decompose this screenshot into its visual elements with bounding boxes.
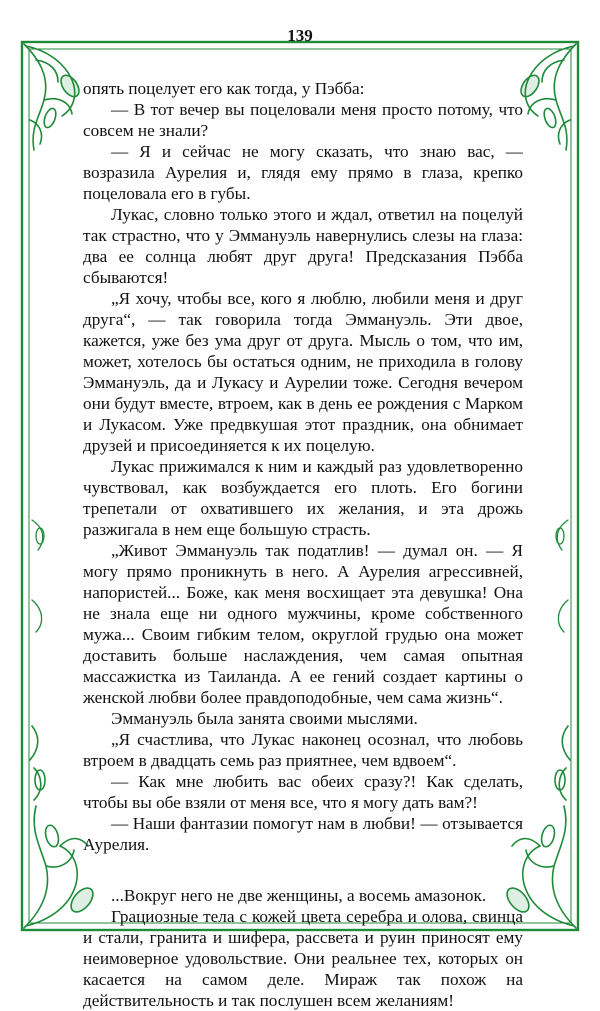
ornament-top-left	[24, 44, 83, 150]
paragraph: Эммануэль была занята своими мыслями.	[111, 709, 418, 728]
paragraph: — Как мне любить вас обеих сразу?! Как сделать, чтобы вы обе взяли от меня все, что я могу дать вам?!	[83, 772, 523, 812]
paragraph: „Живот Эммануэль так податлив! — думал он. — Я могу прямо проникнуть в него. А Аурелия агрессивней, напористей... Боже, как меня восхищает эта девушка! Она не знала еще ни одного мужчины, кроме собственного мужа... Своим гибким телом, округлой грудью она может доставить больше наслаждения, чем самая опытная массажистка из Таиланда. А ее гений создает картины о женской любви более правдоподобные, чем сама жизнь“.	[83, 541, 523, 707]
paragraph: Грациозные тела с кожей цвета серебра и олова, свинца и стали, гранита и шифера, рассвета и руин приносят ему неимоверное удовольствие. Они реальнее тех, которых он касается на самом деле. Мираж так похож на действительность и так послушен всем желаниям!	[83, 907, 523, 1010]
body-text	[83, 78, 523, 1011]
paragraph: Лукас прижимался к ним и каждый раз удовлетворенно чувствовал, как возбуждается его плоть. Его богини трепетали от охватившего их желания, и эта дрожь разжигала в нем еще большую страсть.	[83, 457, 523, 539]
paragraph: — Наши фантазии помогут нам в любви! — отзывается Аурелия.	[83, 814, 523, 854]
ornament-top-right	[517, 44, 576, 150]
page-number: 139	[287, 26, 313, 45]
paragraph: — В тот вечер вы поцеловали меня просто потому, что совсем не знали?	[83, 100, 523, 140]
paragraph: опять поцелует его как тогда, у Пэбба:	[83, 79, 365, 98]
paragraph: — Я и сейчас не могу сказать, что знаю вас, — возразила Аурелия и, глядя ему прямо в глаза, крепко поцеловала его в губы.	[83, 142, 523, 203]
vine-right	[556, 520, 568, 632]
paragraph: ...Вокруг него не две женщины, а восемь амазонок.	[111, 886, 487, 905]
paragraph: „Я счастлива, что Лукас наконец осознал, что любовь втроем в двадцать семь раз приятнее, чем вдвоем“.	[83, 730, 523, 770]
vine-left	[32, 520, 44, 632]
paragraph: Лукас, словно только этого и ждал, ответил на поцелуй так страстно, что у Эммануэль навернулись слезы на глаза: два ее солнца любят друг друга! Предсказания Пэбба сбываются!	[83, 205, 523, 287]
paragraph: „Я хочу, чтобы все, кого я люблю, любили меня и друг друга“, — так говорила тогда Эммануэль. Эти двое, кажется, уже без ума друг от друга. Мысль о том, что им, может, хотелось бы остаться одним, не приходила в голову Эммануэль, да и Лукасу и Аурелии тоже. Сегодня вечером они будут вместе, втроем, как в день ее рождения с Марком и Лукасом. Уже предвкушая этот праздник, она обнимает друзей и присоединяется к их поцелую.	[83, 289, 523, 455]
